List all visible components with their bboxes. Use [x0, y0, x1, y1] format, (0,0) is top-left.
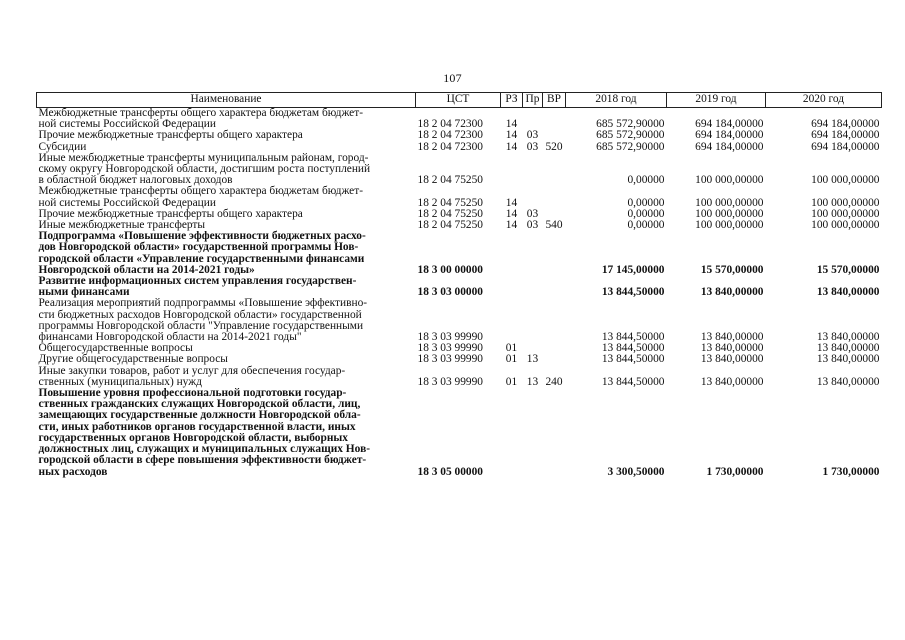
cell-y2020: 694 184,00000 — [811, 140, 880, 153]
header-2020: 2020 год — [766, 93, 882, 108]
cell-y2019: 694 184,00000 — [695, 118, 764, 131]
header-2018: 2018 год — [566, 93, 667, 108]
cell-rz: 01 — [505, 342, 518, 355]
cell-name: Общегосударственные вопросы — [38, 342, 193, 355]
cell-y2018: 685 572,90000 — [596, 140, 665, 153]
cell-cst: 18 2 04 72300 — [417, 118, 483, 131]
cell-rz: 01 — [505, 375, 518, 388]
cell-cst: 18 2 04 75250 — [417, 207, 483, 220]
cell-y2020: 694 184,00000 — [811, 129, 880, 142]
cell-cst: 18 3 00 00000 — [417, 263, 483, 276]
table-row — [37, 153, 882, 187]
cell-rz: 14 — [505, 207, 518, 220]
header-pr: Пр — [523, 93, 543, 108]
cell-rz — [501, 276, 523, 298]
cell-cst: 18 2 04 75250 — [417, 174, 483, 187]
table-row — [37, 388, 882, 478]
cell-name: Иные межбюджетные трансферты — [38, 219, 206, 232]
cell-cst: 18 3 03 99990 — [417, 331, 483, 344]
cell-rz: 14 — [505, 129, 518, 142]
cell-rz: 14 — [505, 219, 518, 232]
cell-y2018: 0,00000 — [627, 219, 665, 232]
cell-y2018: 3 300,50000 — [607, 465, 665, 478]
cell-name: Прочие межбюджетные трансферты общего характера — [38, 207, 303, 220]
cell-y2019: 100 000,00000 — [695, 174, 764, 187]
cell-vr — [543, 343, 566, 354]
cell-name: Иные межбюджетные трансферты муниципальным районам, город- скому округу Новгородской области, достигшим роста поступлений в областной бюджет налоговых доходов — [38, 151, 371, 187]
cell-pr — [523, 186, 543, 208]
cell-y2018: 13 844,50000 — [601, 353, 665, 366]
cell-y2018: 0,00000 — [627, 174, 665, 187]
header-2019: 2019 год — [667, 93, 766, 108]
cell-y2019: 694 184,00000 — [695, 129, 764, 142]
cell-y2020: 13 840,00000 — [816, 353, 880, 366]
cell-name: Субсидии — [38, 140, 87, 153]
cell-y2019: 13 840,00000 — [700, 331, 764, 344]
cell-cst: 18 3 03 99990 — [417, 353, 483, 366]
cell-y2019: 13 840,00000 — [700, 286, 764, 299]
cell-vr: 240 — [545, 375, 563, 388]
cell-cst: 18 3 03 99990 — [417, 375, 483, 388]
cell-cst: 18 3 05 00000 — [417, 465, 483, 478]
cell-vr — [543, 388, 566, 478]
cell-cst: 18 2 04 72300 — [417, 129, 483, 142]
cell-vr — [543, 108, 566, 131]
cell-pr: 03 — [526, 140, 539, 153]
cell-name: Другие общегосударственные вопросы — [38, 353, 228, 366]
cell-pr: 03 — [526, 207, 539, 220]
cell-cst: 18 2 04 75250 — [417, 219, 483, 232]
cell-pr — [523, 276, 543, 298]
cell-vr — [543, 186, 566, 208]
cell-vr — [543, 231, 566, 276]
cell-y2018: 685 572,90000 — [596, 118, 665, 131]
cell-y2018: 685 572,90000 — [596, 129, 665, 142]
cell-y2019: 100 000,00000 — [695, 219, 764, 232]
cell-y2019: 13 840,00000 — [700, 353, 764, 366]
cell-vr — [543, 354, 566, 365]
cell-rz — [501, 153, 523, 187]
cell-rz — [501, 388, 523, 478]
cell-y2019: 13 840,00000 — [700, 342, 764, 355]
table-row — [37, 108, 882, 131]
table-row — [37, 231, 882, 276]
cell-y2020: 100 000,00000 — [811, 174, 880, 187]
header-rz: РЗ — [501, 93, 523, 108]
cell-y2020: 13 840,00000 — [816, 375, 880, 388]
cell-pr: 03 — [526, 219, 539, 232]
table-header-row — [37, 93, 882, 108]
table-row — [37, 298, 882, 343]
cell-pr — [523, 231, 543, 276]
cell-pr — [523, 298, 543, 343]
cell-y2018: 13 844,50000 — [601, 342, 665, 355]
cell-name: Межбюджетные трансферты общего характера бюджетам бюджет- ной системы Российской Федерации — [38, 185, 364, 209]
cell-y2018: 0,00000 — [627, 207, 665, 220]
cell-name: Прочие межбюджетные трансферты общего характера — [38, 129, 303, 142]
table-row — [37, 366, 882, 388]
cell-y2020: 13 840,00000 — [816, 342, 880, 355]
cell-rz — [501, 231, 523, 276]
table-row — [37, 354, 882, 365]
cell-y2019: 100 000,00000 — [695, 196, 764, 209]
cell-cst: 18 3 03 99990 — [417, 342, 483, 355]
cell-y2020: 100 000,00000 — [811, 207, 880, 220]
header-name: Наименование — [37, 93, 416, 108]
cell-cst: 18 2 04 72300 — [417, 140, 483, 153]
cell-y2018: 13 844,50000 — [601, 286, 665, 299]
cell-y2019: 13 840,00000 — [700, 375, 764, 388]
cell-rz: 14 — [505, 118, 518, 131]
cell-y2018: 0,00000 — [627, 196, 665, 209]
cell-y2019: 15 570,00000 — [700, 263, 764, 276]
cell-name: Подпрограмма «Повышение эффективности бюджетных расхо- дов Новгородской области» государственной программы Нов- городской области «Управление государственными финансами Новгородской области на 2014-2021 годы» — [38, 230, 366, 276]
cell-vr — [543, 298, 566, 343]
cell-y2020: 100 000,00000 — [811, 196, 880, 209]
cell-y2020: 1 730,00000 — [822, 465, 880, 478]
cell-name: Развитие информационных систем управления государствен- ными финансами — [38, 275, 357, 299]
header-cst: ЦСТ — [416, 93, 501, 108]
cell-y2019: 100 000,00000 — [695, 207, 764, 220]
cell-rz — [501, 298, 523, 343]
table-row — [37, 186, 882, 208]
cell-rz: 14 — [505, 196, 518, 209]
cell-vr — [543, 130, 566, 141]
budget-table — [36, 92, 882, 478]
cell-name: Межбюджетные трансферты общего характера бюджетам бюджет- ной системы Российской Федерации — [38, 107, 364, 131]
cell-vr — [543, 153, 566, 187]
cell-y2020: 13 840,00000 — [816, 331, 880, 344]
cell-pr — [523, 108, 543, 131]
cell-y2019: 694 184,00000 — [695, 140, 764, 153]
cell-cst: 18 3 03 00000 — [417, 286, 483, 299]
header-vr: ВР — [543, 93, 566, 108]
cell-vr — [543, 276, 566, 298]
cell-cst: 18 2 04 75250 — [417, 196, 483, 209]
cell-rz: 01 — [505, 353, 518, 366]
cell-pr: 13 — [526, 353, 539, 366]
cell-vr: 540 — [545, 219, 563, 232]
page-number: 107 — [443, 71, 462, 85]
cell-y2018: 13 844,50000 — [601, 375, 665, 388]
cell-y2018: 13 844,50000 — [601, 331, 665, 344]
cell-name: Реализация мероприятий подпрограммы «Повышение эффективно- сти бюджетных расходов Новгородской области» государственной программы Новгородской области "Управление государственными финансами Новгородской области на 2014-2021 годы" — [38, 297, 368, 344]
cell-y2020: 13 840,00000 — [816, 286, 880, 299]
cell-y2020: 100 000,00000 — [811, 219, 880, 232]
cell-pr: 13 — [526, 375, 539, 388]
table-row — [37, 130, 882, 141]
table-row — [37, 276, 882, 298]
cell-pr: 03 — [526, 129, 539, 142]
cell-vr: 520 — [545, 140, 563, 153]
cell-y2020: 694 184,00000 — [811, 118, 880, 131]
cell-rz: 14 — [505, 140, 518, 153]
cell-y2018: 17 145,00000 — [601, 263, 665, 276]
cell-name: Повышение уровня профессиональной подготовки государ- ственных гражданских служащих Новгородской области, лиц, замещающих государственные должности Новгородской обла- сти, иных работников органов государственной власти, иных государственных органов Новгородской области, выборных должностных лиц, служащих и муниципальных служащих Нов- городской области в сфере повышения эффективности бюджет- ных расходов — [38, 387, 371, 478]
cell-pr — [523, 153, 543, 187]
cell-pr — [523, 388, 543, 478]
cell-y2020: 15 570,00000 — [816, 263, 880, 276]
cell-name: Иные закупки товаров, работ и услуг для обеспечения государ- ственных (муниципальных) нужд — [38, 364, 346, 388]
cell-y2019: 1 730,00000 — [706, 465, 764, 478]
